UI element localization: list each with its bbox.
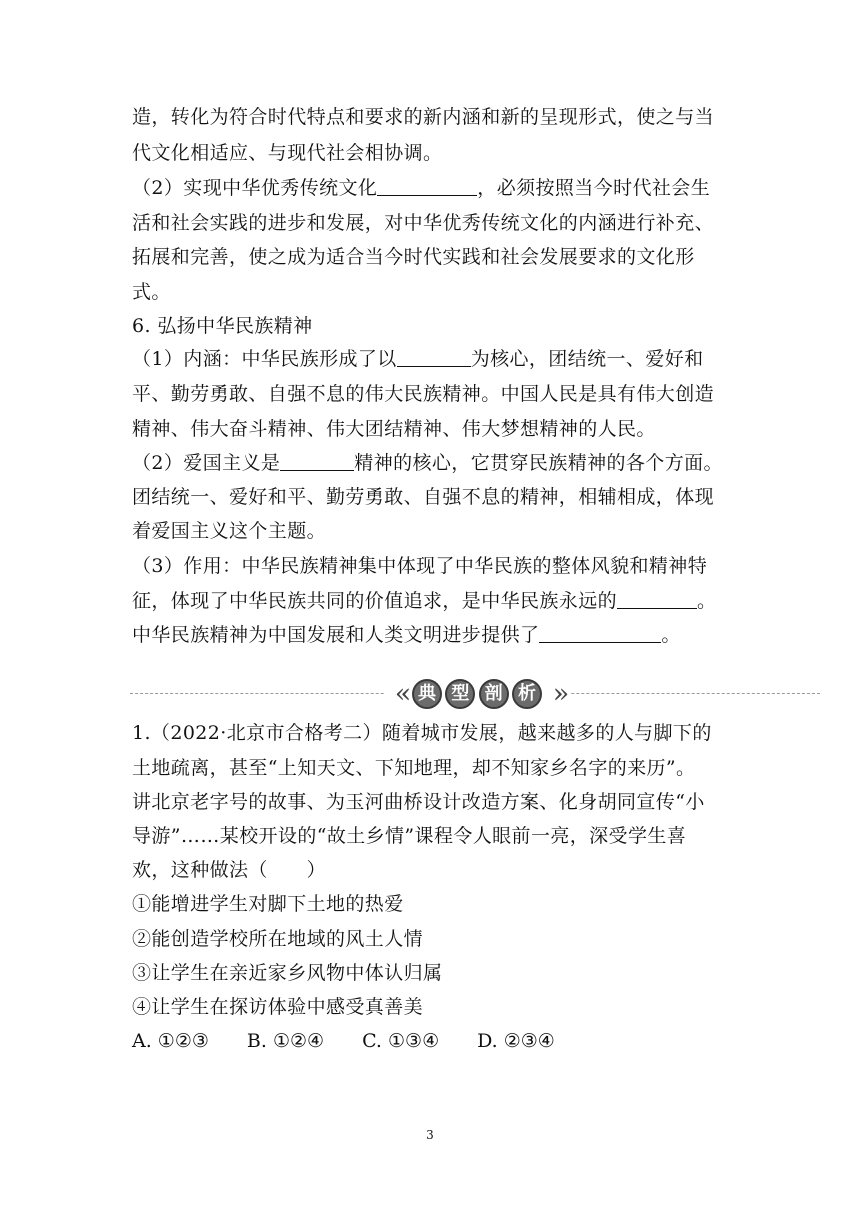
text-line bbox=[132, 584, 742, 618]
question-stem-line: 导游”……某校开设的“故土乡情”课程令人眼前一亮，深受学生喜 bbox=[132, 825, 687, 847]
answer-options bbox=[132, 1024, 593, 1058]
text-line: 式。 bbox=[132, 281, 171, 303]
text-line: 平、勤劳勇敢、自强不息的伟大民族精神。中国人民是具有伟大创造 bbox=[132, 383, 715, 405]
fill-blank bbox=[280, 448, 354, 471]
text-fragment: 中华民族精神为中国发展和人类文明进步提供了 bbox=[132, 624, 540, 646]
text-line: 代文化相适应、与现代社会相协调。 bbox=[132, 142, 443, 164]
text-fragment: 为核心，团结统一、爱好和 bbox=[470, 348, 704, 370]
question-stem-line: 讲北京老字号的故事、为玉河曲桥设计改造方案、化身胡同宣传“小 bbox=[132, 791, 705, 813]
text-line bbox=[132, 446, 742, 480]
option-a[interactable]: A. ①②③ bbox=[132, 1030, 209, 1052]
text-fragment: （2）爱国主义是 bbox=[132, 452, 281, 474]
double-chevron-right-icon: ›» bbox=[552, 679, 560, 709]
statement-item: ②能创造学校所在地域的风土人情 bbox=[132, 928, 424, 950]
fill-blank bbox=[397, 344, 471, 367]
question-stem-line: 土地疏离，甚至“上知天文、下知地理，却不知家乡名字的来历”。 bbox=[132, 757, 696, 779]
option-d[interactable]: D. ②③④ bbox=[477, 1030, 555, 1052]
double-chevron-left-icon: «‹ bbox=[394, 679, 402, 709]
fill-blank bbox=[617, 586, 697, 609]
fill-blank bbox=[539, 620, 661, 643]
text-line: 造，转化为符合时代特点和要求的新内涵和新的呈现形式，使之与当 bbox=[132, 106, 715, 128]
section-banner bbox=[384, 676, 570, 712]
statement-item: ④让学生在探访体验中感受真善美 bbox=[132, 996, 424, 1018]
text-fragment: 精神的核心，它贯穿民族精神的各个方面。 bbox=[354, 452, 723, 474]
banner-char: 型 bbox=[445, 679, 475, 709]
text-line: 团结统一、爱好和平、勤劳勇敢、自强不息的精神，相辅相成，体现 bbox=[132, 486, 715, 508]
text-fragment: 征，体现了中华民族共同的价值追求，是中华民族永远的 bbox=[132, 590, 618, 612]
text-line: 活和社会实践的进步和发展，对中华优秀传统文化的内涵进行补充、 bbox=[132, 212, 715, 234]
text-line: 精神、伟大奋斗精神、伟大团结精神、伟大梦想精神的人民。 bbox=[132, 418, 656, 440]
option-b[interactable]: B. ①②④ bbox=[246, 1030, 325, 1052]
banner-char: 析 bbox=[512, 679, 542, 709]
text-line bbox=[132, 171, 742, 205]
statement-item: ①能增进学生对脚下土地的热爱 bbox=[132, 893, 404, 915]
question-stem-line: 1.（2022·北京市合格考二）随着城市发展，越来越多的人与脚下的 bbox=[132, 722, 712, 744]
banner-char: 剖 bbox=[479, 679, 509, 709]
fill-blank bbox=[377, 173, 477, 196]
text-line: （3）作用：中华民族精神集中体现了中华民族的整体风貌和精神特 bbox=[132, 555, 708, 577]
option-c[interactable]: C. ①③④ bbox=[362, 1030, 440, 1052]
text-line: 拓展和完善，使之成为适合当今时代实践和社会发展要求的文化形 bbox=[132, 246, 695, 268]
text-fragment: （2）实现中华优秀传统文化 bbox=[132, 177, 378, 199]
text-line bbox=[132, 618, 742, 652]
question-stem-line: 欢，这种做法（ ） bbox=[132, 859, 327, 881]
text-fragment: （1）内涵：中华民族形成了以 bbox=[132, 348, 397, 370]
banner-title bbox=[412, 676, 542, 712]
section-heading: 6. 弘扬中华民族精神 bbox=[132, 315, 313, 337]
text-fragment: 。 bbox=[661, 624, 681, 646]
page-number: 3 bbox=[426, 1128, 434, 1142]
text-line bbox=[132, 342, 742, 376]
text-fragment: 。 bbox=[697, 590, 717, 612]
text-fragment: ，必须按照当今时代社会生 bbox=[477, 177, 711, 199]
statement-item: ③让学生在亲近家乡风物中体认归属 bbox=[132, 962, 443, 984]
banner-char: 典 bbox=[412, 679, 442, 709]
text-line: 着爱国主义这个主题。 bbox=[132, 520, 327, 542]
